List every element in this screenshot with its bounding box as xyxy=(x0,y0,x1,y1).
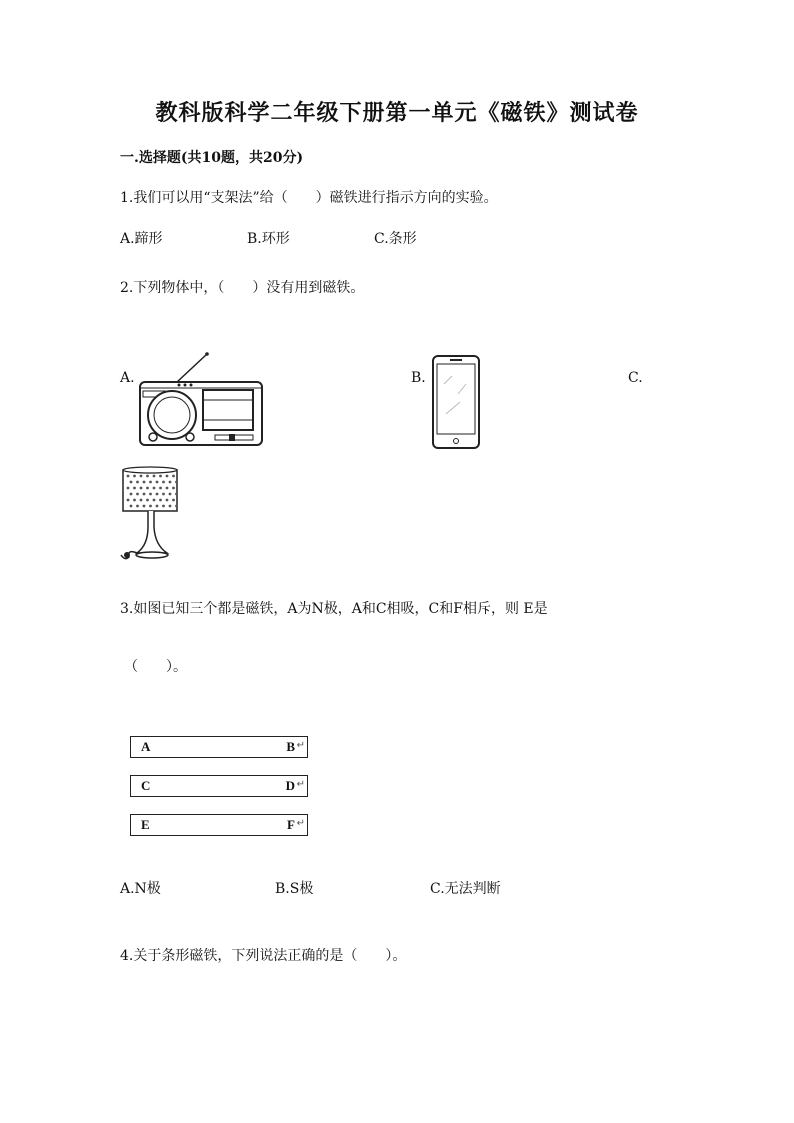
radio-icon xyxy=(135,350,265,450)
question-3-option-a: A.N极 xyxy=(120,881,161,897)
question-1-option-b: B.环形 xyxy=(247,231,290,247)
question-3-blank: （ ）。 xyxy=(124,659,187,675)
return-mark: ↵ xyxy=(296,779,305,790)
question-1-text: 1.我们可以用“支架法”给（ ）磁铁进行指示方向的实验。 xyxy=(120,190,498,206)
question-2-option-c: C. xyxy=(628,370,643,386)
magnet-pole-label: F xyxy=(287,817,295,832)
magnet-ab xyxy=(130,736,308,758)
question-3-option-b: B.S极 xyxy=(275,881,314,897)
magnet-pole-label: E xyxy=(141,817,150,832)
question-3-option-c: C.无法判断 xyxy=(430,881,501,897)
question-1-option-a: A.蹄形 xyxy=(120,231,163,247)
lamp-icon xyxy=(115,465,185,565)
section-heading: 一.选择题(共10题，共20分) xyxy=(120,150,304,166)
magnet-cd xyxy=(130,775,308,797)
return-mark: ↵ xyxy=(296,740,305,751)
question-2-text: 2.下列物体中，（ ）没有用到磁铁。 xyxy=(120,280,365,296)
magnet-pole-label: C xyxy=(141,778,151,793)
question-1-option-c: C.条形 xyxy=(374,231,417,247)
page-title: 教科版科学二年级下册第一单元《磁铁》测试卷 xyxy=(155,100,639,126)
return-mark: ↵ xyxy=(296,818,305,829)
magnet-pole-label: B xyxy=(286,739,295,754)
magnet-pole-label: A xyxy=(141,739,151,754)
phone-icon xyxy=(430,354,482,450)
question-4-text: 4.关于条形磁铁，下列说法正确的是（ ）。 xyxy=(120,948,407,964)
question-2-option-b: B. xyxy=(411,370,426,386)
magnet-ef xyxy=(130,814,308,836)
magnet-pole-label: D xyxy=(285,778,295,793)
question-2-option-a: A. xyxy=(120,370,135,386)
question-3-text: 3.如图已知三个都是磁铁，A为N极，A和C相吸，C和F相斥，则 E是 xyxy=(120,601,548,617)
